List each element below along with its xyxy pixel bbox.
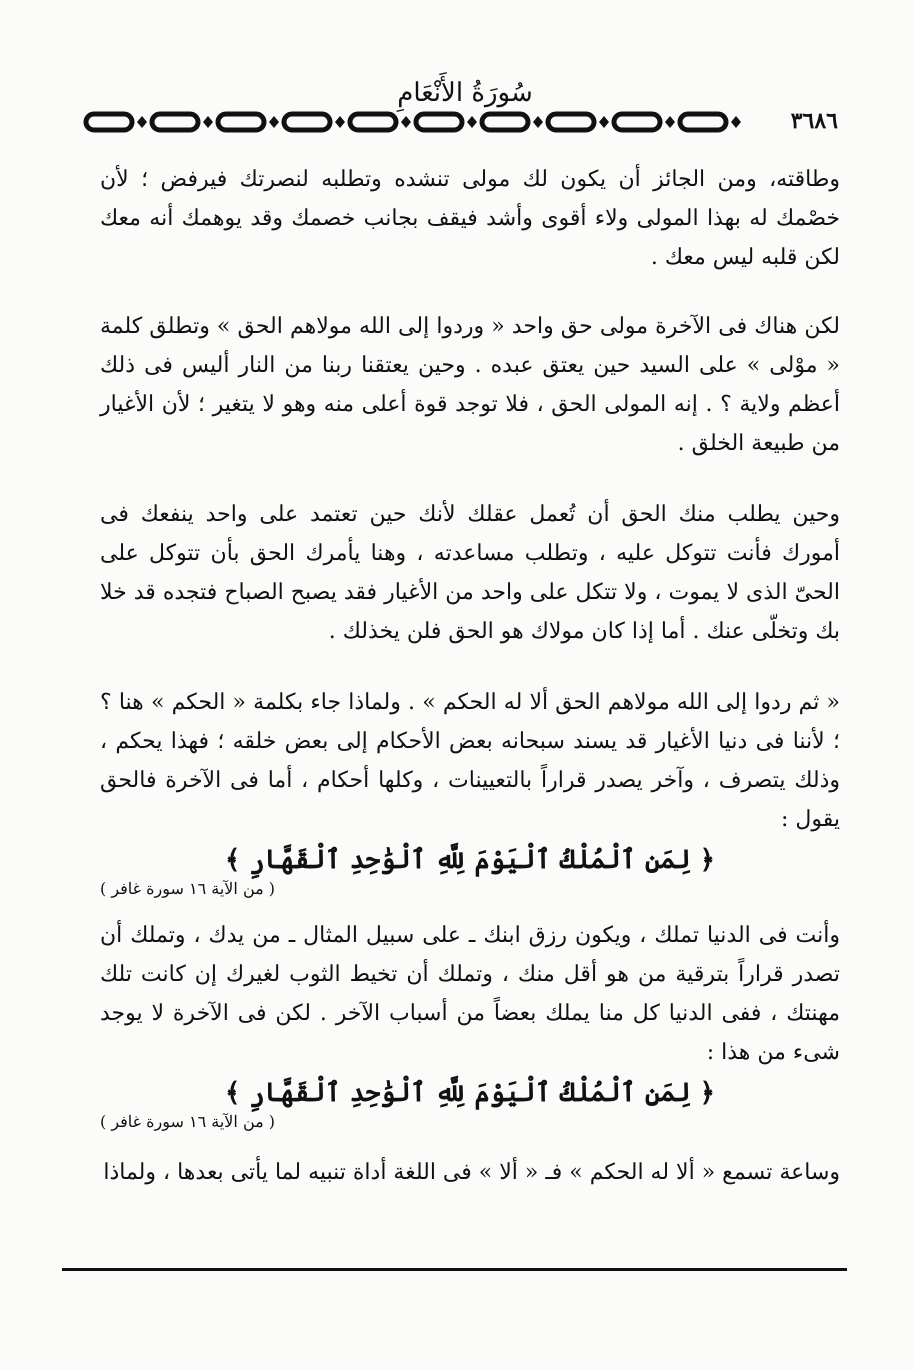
paragraph-3: وحين يطلب منك الحق أن تُعمل عقلك لأنك حين تعتمد على واحد ينفعك فى أمورك فأنت تتوكل عليه ، وتطلب مساعدته ، وهنا يأمرك الحق بأن تتوكل على الحىّ الذى لا يموت ، ولا تتكل على واحد من الأغيار فقد يصبح الصباح فتجده قد خلا بك وتخلّى عنك . أما إذا كان مولاك هو الحق فلن يخذلك . <box>100 502 840 644</box>
ornamental-border <box>80 108 760 136</box>
paragraph-5: وأنت فى الدنيا تملك ، ويكون رزق ابنك ـ على سبيل المثال ـ من يدك ، وتملك أن تصدر قراراً بترقية من هو أقل منك ، وتملك أن تخيط الثوب لغيرك إن كانت تلك مهنتك ، ففى الدنيا كل منا يملك بعضاً من أسباب الآخر . لكن فى الآخرة لا يوجد شىء من هذا : <box>100 923 840 1065</box>
paragraph-4: « ثم ردوا إلى الله مولاهم الحق ألا له الحكم » . ولماذا جاء بكلمة « الحكم » هنا ؟ ؛ لأننا فى دنيا الأغيار قد يسند سبحانه بعض الأحكام إلى بعض خلقه ؛ فهذا يحكم ، وذلك يتصرف ، وآخر يصدر قراراً بالتعيينات ، وكلها أحكام ، أما فى الآخرة فالحق يقول : <box>100 690 840 832</box>
surah-title: سُورَةُ الأَنْعَامِ <box>397 78 533 108</box>
citation-text-2: ( من الآية ١٦ سورة غافر ) <box>100 1112 276 1131</box>
quran-verse-1: ﴿ لِمَنِ ٱلْمُلْكُ ٱلْيَوْمَ لِلَّهِ ٱلْوَٰحِدِ ٱلْقَهَّارِ ﴾ <box>225 845 715 875</box>
paragraph-6: وساعة تسمع « ألا له الحكم » فـ « ألا » فى اللغة أداة تنبيه لما يأتى بعدها ، ولماذا <box>103 1160 840 1185</box>
page-body <box>100 160 840 1224</box>
quran-verse-2: ﴿ لِمَنِ ٱلْمُلْكُ ٱلْيَوْمَ لِلَّهِ ٱلْوَٰحِدِ ٱلْقَهَّارِ ﴾ <box>225 1078 715 1108</box>
verse-citation-2 <box>100 1112 840 1131</box>
page-header <box>70 78 860 148</box>
verse-citation-1 <box>100 879 840 898</box>
citation-text-1: ( من الآية ١٦ سورة غافر ) <box>100 879 276 898</box>
bottom-rule <box>62 1268 847 1271</box>
paragraph-2: لكن هناك فى الآخرة مولى حق واحد « وردوا إلى الله مولاهم الحق » وتطلق كلمة « موْلى » على السيد حين يعتق عبده . وحين يعتقنا ربنا من النار أليس فى ذلك أعظم ولاية ؟ . إنه المولى الحق ، فلا توجد قوة أعلى منه وهو لا يتغير ؛ لأن الأغيار من طبيعة الخلق . <box>100 314 840 456</box>
page-number: ٣٦٨٦ <box>790 108 838 134</box>
paragraph-1: وطاقته، ومن الجائز أن يكون لك مولى تنشده وتطلبه لنصرتك فيرفض ؛ لأن خصْمك له بهذا المولى ولاء أقوى وأشد فيقف بجانب خصمك وقد يوهمك أنه معك لكن قلبه ليس معك . <box>100 167 840 270</box>
